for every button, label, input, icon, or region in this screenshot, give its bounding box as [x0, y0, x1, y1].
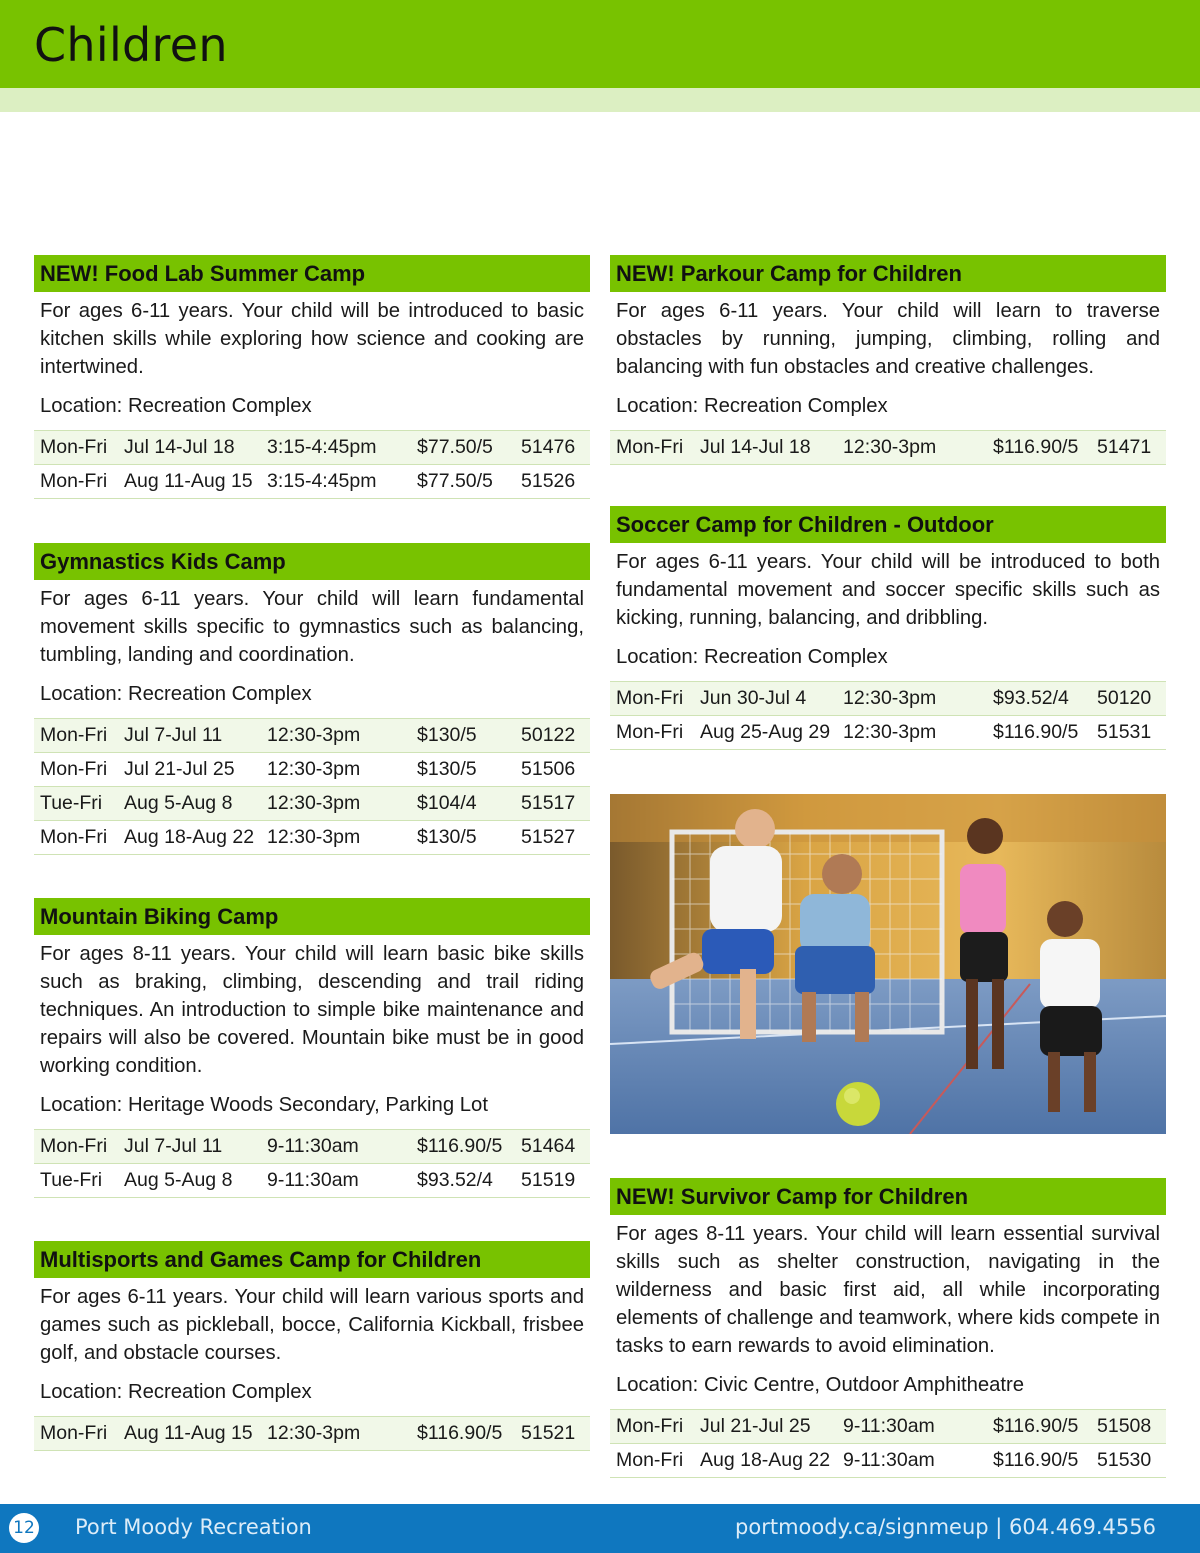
program-title: Mountain Biking Camp	[34, 898, 590, 935]
session-code: 50122	[521, 724, 576, 746]
session-price: $116.90/5	[417, 1135, 503, 1157]
program-description: For ages 6-11 years. Your child will learn various sports and games such as pickleball, bocce, California Kickball, frisbee golf, and obstacle courses.	[40, 1286, 584, 1364]
session-days: Mon-Fri	[616, 687, 684, 709]
program-title: Multisports and Games Camp for Children	[34, 1241, 590, 1278]
session-row	[610, 682, 1166, 716]
session-time: 3:15-4:45pm	[267, 436, 377, 458]
program-title: NEW! Survivor Camp for Children	[610, 1178, 1166, 1215]
session-price: $93.52/4	[993, 687, 1069, 709]
session-time: 12:30-3pm	[267, 724, 361, 746]
program-description: For ages 6-11 years. Your child will learn fundamental movement skills specific to gymnastics such as balancing, tumbling, landing and coordination.	[40, 588, 584, 666]
session-time: 12:30-3pm	[843, 721, 937, 743]
session-time: 12:30-3pm	[843, 436, 937, 458]
program-location: Location: Civic Centre, Outdoor Amphitheatre	[616, 1374, 1025, 1396]
program-title: NEW! Food Lab Summer Camp	[34, 255, 590, 292]
session-price: $116.90/5	[993, 721, 1079, 743]
session-days: Mon-Fri	[616, 721, 684, 743]
session-code: 51527	[521, 826, 576, 848]
session-days: Mon-Fri	[40, 826, 108, 848]
session-dates: Aug 11-Aug 15	[124, 1422, 253, 1444]
session-row	[34, 787, 590, 821]
header-stripe	[0, 88, 1200, 112]
page-title: Children	[34, 18, 228, 72]
session-time: 12:30-3pm	[267, 792, 361, 814]
program-location: Location: Recreation Complex	[40, 1381, 312, 1403]
session-code: 51521	[521, 1422, 576, 1444]
session-time: 9-11:30am	[843, 1415, 935, 1437]
session-row	[34, 465, 590, 499]
session-days: Tue-Fri	[40, 1169, 103, 1191]
footer-contact[interactable]: portmoody.ca/signmeup | 604.469.4556	[735, 1515, 1156, 1539]
session-days: Mon-Fri	[40, 436, 108, 458]
program-description: For ages 8-11 years. Your child will learn essential survival skills such as shelter construction, navigating in the wilderness and basic first aid, all while incorporating elements of challenge and teamwork, where kids compete in tasks to earn rewards to avoid elimination.	[616, 1223, 1160, 1357]
session-days: Mon-Fri	[40, 1135, 108, 1157]
soccer-kids-photo	[610, 794, 1166, 1134]
schedule-table	[34, 430, 590, 499]
session-days: Mon-Fri	[40, 1422, 108, 1444]
program-location: Location: Recreation Complex	[616, 646, 888, 668]
session-days: Mon-Fri	[616, 1415, 684, 1437]
session-dates: Jul 21-Jul 25	[700, 1415, 811, 1437]
session-dates: Jul 7-Jul 11	[124, 1135, 223, 1157]
session-code: 51506	[521, 758, 576, 780]
session-days: Mon-Fri	[40, 758, 108, 780]
program-mountain-biking	[34, 898, 590, 1198]
session-time: 12:30-3pm	[267, 1422, 361, 1444]
program-title: NEW! Parkour Camp for Children	[610, 255, 1166, 292]
program-food-lab	[34, 255, 590, 499]
session-row	[610, 1410, 1166, 1444]
session-days: Mon-Fri	[616, 436, 684, 458]
session-days: Tue-Fri	[40, 792, 103, 814]
session-row	[610, 716, 1166, 750]
program-title: Soccer Camp for Children - Outdoor	[610, 506, 1166, 543]
session-dates: Aug 5-Aug 8	[124, 1169, 233, 1191]
session-row	[34, 1417, 590, 1451]
schedule-table	[34, 1416, 590, 1451]
session-dates: Jul 14-Jul 18	[700, 436, 811, 458]
session-row	[34, 1164, 590, 1198]
session-code: 51519	[521, 1169, 576, 1191]
schedule-table	[610, 681, 1166, 750]
session-row	[34, 753, 590, 787]
session-code: 51464	[521, 1135, 576, 1157]
schedule-table	[34, 718, 590, 855]
footer-publisher: Port Moody Recreation	[75, 1515, 312, 1539]
session-dates: Jul 21-Jul 25	[124, 758, 235, 780]
session-code: 51531	[1097, 721, 1152, 743]
session-code: 51508	[1097, 1415, 1152, 1437]
session-days: Mon-Fri	[616, 1449, 684, 1471]
session-price: $104/4	[417, 792, 477, 814]
session-price: $130/5	[417, 826, 477, 848]
session-code: 51476	[521, 436, 576, 458]
session-days: Mon-Fri	[40, 470, 108, 492]
session-days: Mon-Fri	[40, 724, 108, 746]
session-time: 9-11:30am	[843, 1449, 935, 1471]
schedule-table	[610, 1409, 1166, 1478]
schedule-table	[610, 430, 1166, 465]
program-description: For ages 6-11 years. Your child will be introduced to basic kitchen skills while exploring how science and cooking are intertwined.	[40, 300, 584, 378]
session-code: 50120	[1097, 687, 1152, 709]
session-time: 9-11:30am	[267, 1169, 359, 1191]
session-price: $116.90/5	[993, 1415, 1079, 1437]
session-price: $130/5	[417, 724, 477, 746]
session-price: $130/5	[417, 758, 477, 780]
session-price: $93.52/4	[417, 1169, 493, 1191]
program-survivor	[610, 1178, 1166, 1478]
session-price: $116.90/5	[993, 1449, 1079, 1471]
session-code: 51526	[521, 470, 576, 492]
session-row	[34, 719, 590, 753]
program-multisports	[34, 1241, 590, 1451]
session-dates: Aug 18-Aug 22	[700, 1449, 831, 1471]
session-row	[610, 431, 1166, 465]
session-dates: Jun 30-Jul 4	[700, 687, 807, 709]
program-location: Location: Heritage Woods Secondary, Parking Lot	[40, 1094, 488, 1116]
schedule-table	[34, 1129, 590, 1198]
session-time: 12:30-3pm	[843, 687, 937, 709]
program-description: For ages 6-11 years. Your child will be introduced to both fundamental movement and soccer specific skills such as kicking, running, balancing, and dribbling.	[616, 551, 1160, 629]
session-row	[34, 821, 590, 855]
session-code: 51530	[1097, 1449, 1152, 1471]
session-dates: Jul 7-Jul 11	[124, 724, 223, 746]
session-price: $116.90/5	[417, 1422, 503, 1444]
session-dates: Aug 5-Aug 8	[124, 792, 233, 814]
session-dates: Aug 25-Aug 29	[700, 721, 831, 743]
session-price: $77.50/5	[417, 436, 493, 458]
session-code: 51517	[521, 792, 576, 814]
program-location: Location: Recreation Complex	[40, 395, 312, 417]
program-title: Gymnastics Kids Camp	[34, 543, 590, 580]
program-description: For ages 8-11 years. Your child will learn basic bike skills such as braking, climbing, descending and trail riding techniques. An introduction to simple bike maintenance and repairs will also be covered. Mountain bike must be in good working condition.	[40, 943, 584, 1077]
session-code: 51471	[1097, 436, 1152, 458]
session-dates: Aug 18-Aug 22	[124, 826, 255, 848]
session-time: 12:30-3pm	[267, 826, 361, 848]
program-parkour	[610, 255, 1166, 465]
session-row	[34, 431, 590, 465]
session-row	[610, 1444, 1166, 1478]
program-soccer	[610, 506, 1166, 750]
session-dates: Aug 11-Aug 15	[124, 470, 253, 492]
program-location: Location: Recreation Complex	[40, 683, 312, 705]
program-gymnastics	[34, 543, 590, 855]
session-time: 12:30-3pm	[267, 758, 361, 780]
program-description: For ages 6-11 years. Your child will learn to traverse obstacles by running, jumping, climbing, rolling and balancing with fun obstacles and creative challenges.	[616, 300, 1160, 378]
session-price: $116.90/5	[993, 436, 1079, 458]
page-number: 12	[9, 1513, 39, 1543]
session-time: 3:15-4:45pm	[267, 470, 377, 492]
session-dates: Jul 14-Jul 18	[124, 436, 235, 458]
session-price: $77.50/5	[417, 470, 493, 492]
session-row	[34, 1130, 590, 1164]
program-location: Location: Recreation Complex	[616, 395, 888, 417]
session-time: 9-11:30am	[267, 1135, 359, 1157]
